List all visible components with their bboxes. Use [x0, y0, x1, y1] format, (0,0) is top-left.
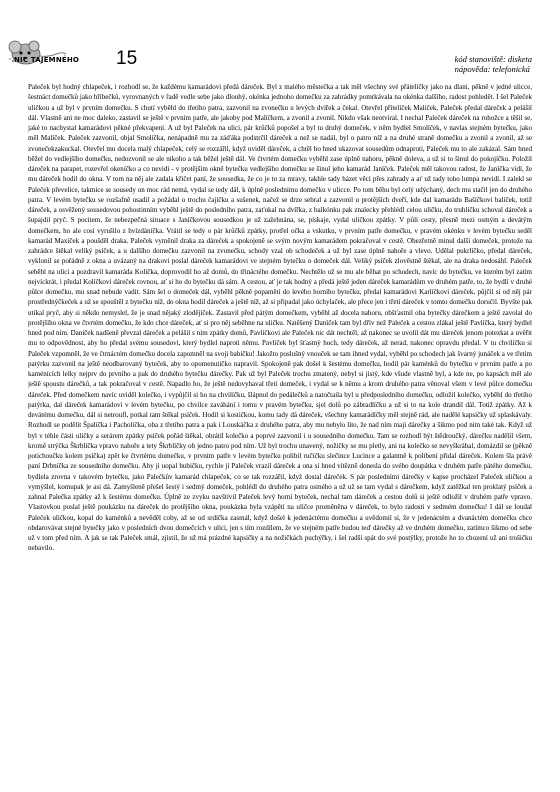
- station-meta: [455, 54, 532, 74]
- logo-text: NIC TAJEMNÉHO: [14, 56, 80, 64]
- hint-label: nápověda: telefonická: [454, 64, 530, 74]
- page-number: 15: [116, 48, 138, 69]
- story-text: Paleček byl hodný chlapeček, i rozhodl se, že každému kamarádovi předá dáreček. Byl z malého městečka a tak měl všechny své přátelíčky jako na dlani, pěkně v jedné ulicce, šestnáct domečků jako hříbečků, vyrovnaných v řadě vedle sebe jako dlouhý, okénka jednoho domečku za zahrádky pomrkávala na okénka dalšího, radost pohledět. I šel Paleček uličkou a už byl v prvním domečku. S chutí vyběhl do třetího patra, zazvonil na zvonečku u levých dvířek a čekal. Otevřel přítelíček Malíček, Paleček předal dáreček a pelášil dál. Vlastně ani ne moc daleko, zastavil se ještě v prvním patře, ale jakoby pod Malíčkem, a zvonil a zvonil. Nikdo však neotvíral. I nechal Paleček dáreček na rohožce a těšil se, jaké to nachystal kamarádovi pěkné překvapení. A už byl Paleček na ulici, pár krůčků popošel a byl tu druhý domeček, v něm bydlel Smolíček, v navlas stejném bytečku, jako měl Malíček. Paleček zazvonil, objal Smolíčka, nenápadně mu za záďáka podstrčil dáreček a než se nadál, byl o patro níž a na druhé straně domečku a zvonil a zvonil, až se zvonečekzakuckal. Otevřel mu docela malý chlapeček, celý se rozzářil, když uviděl dáreček, a chtěl ho hned ukazovat sousedům odnaproti, Paleček mu to ale zakázal. Sám hned běžel do vedlejšího domečku, nedozvonil se ale nikoho a tak běžel ještě dál. Ve čtvrtém domečku vyběhl zase úplně nahoru, pěkně doleva, a už si to šinul do pokojíčku. Položil dáreček na parapet, rozevřel okeníčko a co nevidí - v protějším okně bytečku vedlejšího domečku se šinul jeho kamarád Janíček. Paleček měl takovou radost, že Janíčka vidí, že mu dáreček hodil do okna. V tom na něj ale zadala křičet paní, že sousedka, že co je to za mravy, takhle tady házet věci přes zahrady a ať už tady toho lumpa nevidí. I zalekl se Paleček převelice, takmice se sousedy on moc rád nemá, vydal se tedy dál, k úplně poslednímu domečku v ulicce. Po tom běhu byl celý udýchaný, dech mu stačil jen do druhého patra. V levém bytečku se rozšafně usadil a požádal o trochu čajíčku a sušenek, načež se drze sebral a zazvonil u protějších dveří, kde dal kamarádu Bašíčkovi balíček, totiž dáreček, a osvěžený sousedovou pohostinním vyběhl ještě do posledního patra, zaťukal na dvířka, z balkónku pak znalecky přehlédl celou uličku, do truhlíčku schoval dáreček a šupajdil pryč. S pocitem, že nebezpečná situace s Janíčkovou sousedkou je už zažehnána, se, pískaje, vydal uličkou zpátky. V půli cesty, přesně mezi osmým a devátým domečkem, ho ale cosi vyrušilo z hvízdáníčka. Vrátil se tedy o pár krůčků zpátky, protřel očka a vskutku, v prvním patře domečku, v pravém okénku v levém bytečku seděl kamarád Maxíček a poušděl draka. Paleček vyměnil draka za dáreček a spokojeně se svým novým kamarádem pokračoval v cestě. Obezřetně minul další domeček, protože na zahrádce štěkal veliký psíček, a u dalšího domečku zazvonil na zvonečku, schody vzal ob schodeček a už byl zase úplně nahoře a vlevo. Udělal pukrlíčko, předal dáreček, vyklonil se pořádně z okna a uvázaný na drakovi poslal dáreček kamarádovi ve stejném bytečku o domeček dál. Veliký psíček zlověstně štěkal, ale na draka nedosáhl. Paleček seběhl na ulici a pozdravil kamaráda Kolíčka, doprovodil ho až domů, do třináctého domečku. Nechtělo už se mu ale běhat po schodech, navíc do bytečku, ve kterém byl zatím nejvíckrát, i předal Kolíčkovi dáreček rovnou, ať si ho do bytečku dá sám. A cestou, ať je tak hodný a předá ještě jeden dáreček kamarádům ve druhém patře, to, že bydlí v druhé půlce domečku, mu snad nebude vadit. Sám šel o domeček dál, vyběhl pěkně popaměti do levého horního bytečku, předal kamarádovi Karlíčkovi dáreček, půjčil si od něj pár prostřednýčkeček a už se spouštěl z bytečku níž, do okna hodil dáreček a ještě níž, až si připadal jako úchylaček, ale přece jen i třetí dáreček v tomto domečku doručil. Byvšte pak utíkal pryč, aby si někdo nemyslel, že je snad nějaký zlodějíček. Zastavil před pátým domečkem, vyběhl až docela nahoru, obšťastnil oba bytečky dárečkem a ještě zavolal do protějšího okna ve čtvrtém domečku, že kdo chce dáreček, ať si pro něj seběhne na uličku. Natěšený Daníček tam byl dřív než Paleček a cestou zlákal ještě Pavlíčka, který bydlel hned pod ním. Daníček nadšeně převzal dáreček a pelášil s ním zpátky domů, Pavlíčkovi ale Paleček nic dát nechtěl, až nakonec se uvolil dát mu dáreček jenom potezkat a uvěřit mu to odpovědnost, aby ho předal svému sousedovi, který bydlel naproti němu. Pavlíček byl šťastný hoch, tedy dáreček, až nerad, nakonec opravdu předal. V tu chvilíčku si Paleček vzpomněl, že ve čtrnáctém domečku docela zapomněl na svoji babičku! Jakožto poslušný vnouček se tam ihned vydal, vyběhl po schodech jak švarný junáček a ve třetím patýrku zazvonil na ještě neodbarovaný byteček, aby to opomenutíčko napravil. Spokojeně pak došel k šestému domečku, hodil pár kaménků do bytečku v prvním patře a po kaménících lelky nejprv do prvního a pak do druhého bytečku dárečky. Pak už byl Paleček trochu zmatený, nebyl si jistý, kde všude vlastně byl, a kde ne, po kapsách měl ale ještě spoustu dárečků, a tak pokračoval v cestě. Napadlo ho, že ještě nedovyhaval třetí domeček, i vydal se k němu a krom druhého patra věnoval všem v levé půlce domečku dáreček. Před domečkem navíc uviděl kolečko, i vypůjčil si ho na chvilíčku, šlápnul do pedálečků a natočtaila byl u předposledního domečku, odložil kolečko, vyběhl do třetího patýrka, dal dáreček kamarádovi v levém bytečku, po chvilce zaváhání i tomu v pravém bytečku, sjel dolů po zábradlíčku a už si to na kole drandil dál. Totiž zpátky. Až k devátému domečku, dál si netroufl, potkal tam štěkal psíček. Hodil si kostičkou, komu tady dá dáreček, všechny kamarádíčky měl stejně rád, ale nadělé kapsičky už splaskávaly. Rozhodl se podělit Špalíčka i Pacholíčka, oba z třetího patra a pak i Louskáčka z druhého patra, aby mu nebylo líto, že nad ním maji dárečky a šikmo pod ním také tak. Když už byl v téhle části uličky a serárem zpátky psíček pořád štěkal, obrátil kolečko a poprvé zazvonil i u sousedního domečku. Tam se rozhodl být štědroučký, dárečku nadělil všem, kromě strýčka Škrblíčka vpravo nahoře a tety Škrblíčky ob jedno patro pod ním. Už byl trochu unavený, nožičky se mu pletly, ani na kolečko se nevyškrábal, domázdil se (pěkně potichoučku kolem psíčka) zpět ke čtvrtému domečku, v prvním patře v levém bytečku polibil ručičku slečince Lucince a galantně k polibení přidal dáreček. Kolem šla právě paní Drbníčka ze sousedního domečku. Aby ji uopal hubičku, rychle jí Paleček vrazil dáreček a ona si hned vítězně donesla do svého doupátka v druhém patře pátého domečku, bydlela zrovna v takovém bytečku, jako Palečkův kamarád chlapeček, co se tak rozzářil, když dostal dáreček. S pár posledními dárečky v kapse procházel Paleček uličkou a vymýšlel, komupak je asi dá. Zamyšleně přešel šestý i sedmý domeček, pohlédl do druhého patra osmého a už už se tam vydal s dárečkem, když zatěžkal ten proklatý psíček a zahnal Palečka zpátky až k šestému domečku. Úplně ze zvyku navštívil Paleček levý horní byteček, nechal tam dáreček a cestou dolů si ještě odložil v druhém patře vpravo. Vlastovkou poslal ještě poukázku na dáreček do protějšího okna, poukázka byla vzápětí na uličce proměněna v dáreček, to bylo radosti v sedmém domečku! I dál se loudal Paleček uličkou, kopal do kaménků a nevěděl coby, až se od srdíčka zasmál, když došel k jedenáctému domečku a uvědomil si, že v jedenáctém a dvanáctém domečku chce obdarovávat stejné bytečky jako v posledních dvou domečcích v ulici, jen s tím rozdílem, že ve stejném patře budou teď dárečky až ve druhém domečku, zatímco šikmo od sebe už v tom před ním. A jak se tak Paleček smál, zjistil, že už má prázdné kapsičky a na nožičkách puchýřky, i šel radši spát do své postýlky, protože ho to chození už ani trošičku nebavilo.: [28, 83, 532, 553]
- page-header: [0, 0, 560, 90]
- code-word-label: kód stanoviště: disketa: [454, 54, 532, 64]
